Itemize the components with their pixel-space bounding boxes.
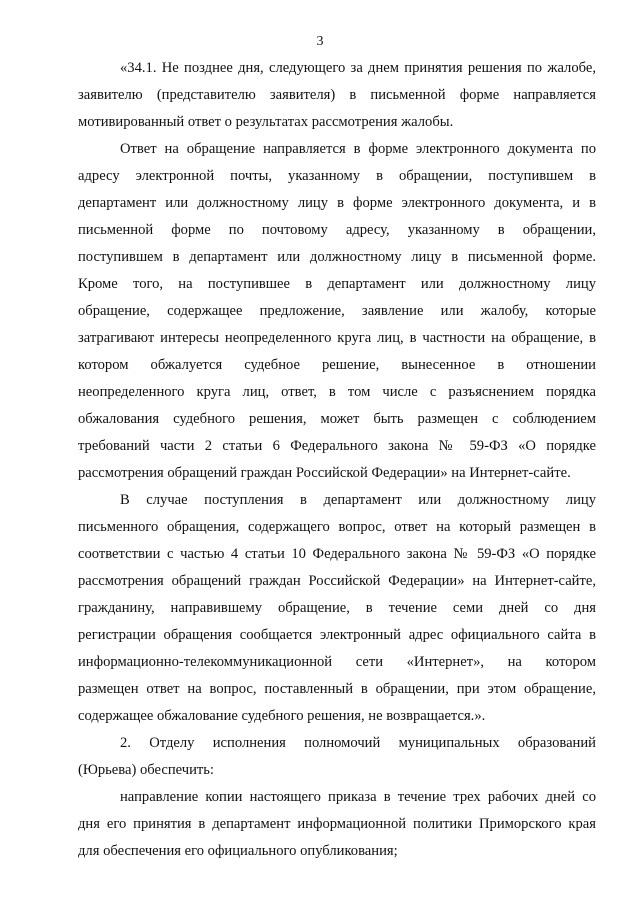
page-number: 3 — [316, 34, 324, 49]
text-line: регистрации обращения сообщается электронный адрес официального сайта в — [78, 627, 596, 643]
text-line: дня его принятия в департамент информационной политики Приморского края — [78, 816, 596, 832]
text-line: поступившем в департамент или должностному лицу в письменной форме. — [78, 249, 596, 265]
text-line: неопределенного круга лиц, ответ, в том числе с разъяснением порядка — [78, 384, 596, 400]
text-line: для обеспечения его официального опубликования; — [78, 843, 398, 859]
text-line: направление копии настоящего приказа в течение трех рабочих дней со — [120, 789, 596, 805]
text-line: котором обжалуется судебное решение, вынесенное в отношении — [78, 357, 596, 373]
text-line: В случае поступления в департамент или должностному лицу — [120, 492, 596, 508]
text-line: заявителю (представителю заявителя) в письменной форме направляется — [78, 87, 596, 103]
text-line: 2. Отделу исполнения полномочий муниципальных образований — [120, 735, 596, 751]
text-line: (Юрьева) обеспечить: — [78, 762, 214, 778]
text-line: соответствии с частью 4 статьи 10 Федерального закона № 59-ФЗ «О порядке — [78, 546, 596, 562]
text-line: рассмотрения обращений граждан Российской Федерации» на Интернет-сайте. — [78, 465, 571, 481]
text-line: затрагивают интересы неопределенного круга лиц, в частности на обращение, в — [78, 330, 596, 346]
text-line: информационно-телекоммуникационной сети «Интернет», на котором — [78, 654, 596, 670]
text-line: «34.1. Не позднее дня, следующего за днем принятия решения по жалобе, — [120, 60, 596, 76]
text-line: письменного обращения, содержащего вопрос, ответ на который размещен в — [78, 519, 596, 535]
text-line: обжалования судебного решения, может быть размещен с соблюдением — [78, 411, 596, 427]
text-line: письменной форме по почтовому адресу, указанному в обращении, — [78, 222, 596, 238]
text-line: требований части 2 статьи 6 Федерального закона № 59-ФЗ «О порядке — [78, 438, 596, 454]
text-line: гражданину, направившему обращение, в течение семи дней со дня — [78, 600, 596, 616]
text-line: рассмотрения обращений граждан Российской Федерации» на Интернет-сайте, — [78, 573, 596, 589]
text-line: содержащее обжалование судебного решения, не возвращается.». — [78, 708, 486, 724]
text-line: адресу электронной почты, указанному в обращении, поступившем в — [78, 168, 596, 184]
text-line: департамент или должностному лицу в форме электронного документа, и в — [78, 195, 596, 211]
text-line: размещен ответ на вопрос, поставленный в обращении, при этом обращение, — [78, 681, 596, 697]
text-line: мотивированный ответ о результатах рассмотрения жалобы. — [78, 114, 454, 130]
text-line: обращение, содержащее предложение, заявление или жалобу, которые — [78, 303, 596, 319]
text-line: Кроме того, на поступившее в департамент или должностному лицу — [78, 276, 596, 292]
text-line: Ответ на обращение направляется в форме электронного документа по — [120, 141, 596, 157]
